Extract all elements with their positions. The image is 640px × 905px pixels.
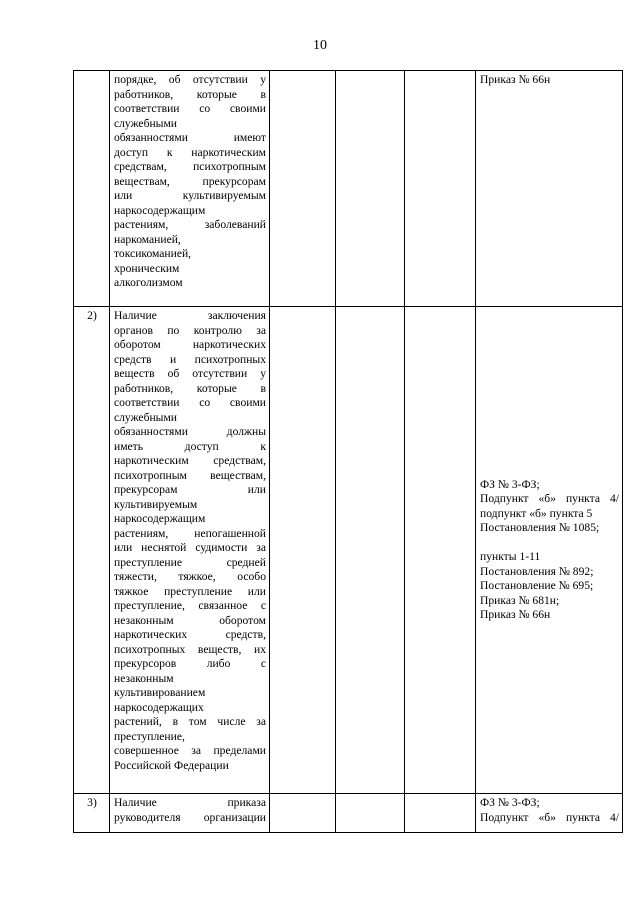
reference-line: ФЗ № 3-ФЗ; [480,477,540,491]
description-line: психотропным веществам, [114,468,266,482]
empty-cell [405,307,476,794]
description-line: незаконным оборотом [114,613,266,627]
description-line: тяжести, тяжкое, особо [114,570,266,583]
table-row [74,71,623,307]
description-line: психотропных веществ, их [114,642,266,656]
description-line: работников, которые в [114,87,266,101]
description-line: преступление, [114,729,185,743]
requirement-description [110,794,270,833]
description-line: порядке, об отсутствии у [114,73,266,86]
row-number [74,71,110,307]
empty-cell [270,71,336,307]
reference-line: ФЗ № 3-ФЗ; [480,796,540,809]
description-line: соответствии со своими [114,102,266,115]
table-body [74,71,623,833]
row-number: 3) [74,794,110,833]
description-line: средствам, психотропным [114,160,266,173]
description-line: прекурсоров либо с [114,657,266,670]
description-line: руководителя организации [114,810,266,824]
description-line: тяжкое преступление или [114,584,266,598]
description-line: соответствии со своими [114,396,266,409]
empty-cell [336,307,405,794]
legal-reference [476,71,623,307]
requirements-table [73,70,623,833]
description-line: культивированием [114,686,206,699]
description-line: растениям, непогашенной [114,526,266,540]
description-line: наркотическим средствам, [114,454,266,467]
description-line: служебными [114,410,178,424]
description-line: растений, в том числе за [114,715,266,728]
description-line: алкоголизмом [114,276,183,289]
description-line: совершенное за пределами [114,744,266,757]
legal-reference [476,794,623,833]
description-line: наркоманией, [114,232,181,246]
description-line: иметь доступ к [114,439,266,453]
description-line: наркосодержащим [114,512,206,525]
description-line: обязанностями имеют [114,131,266,144]
reference-line: Подпункт «б» пункта 4/ [480,810,619,824]
description-line: веществам, прекурсорам [114,174,266,188]
description-line: токсикоманией, [114,247,192,260]
empty-cell [270,307,336,794]
page-number: 10 [313,38,327,53]
description-line: работников, которые в [114,381,266,395]
description-line: культивируемым [114,497,198,511]
table-row [74,307,623,794]
description-line: или неснятой судимости за [114,541,266,554]
reference-line: Приказ № 681н; [480,593,560,607]
empty-cell [336,71,405,307]
description-line: Наличие заключения [114,309,266,322]
description-line: служебными [114,116,178,130]
description-line: преступление средней [114,555,266,569]
table-row [74,794,623,833]
empty-cell [405,71,476,307]
legal-reference [476,307,623,794]
requirement-description [110,71,270,307]
requirement-description [110,307,270,794]
description-line: хроническим [114,261,180,275]
description-line: наркосодержащим [114,203,206,217]
reference-line: Приказ № 66н [480,73,551,86]
description-line: преступление, связанное с [114,599,266,612]
reference-gap [480,536,619,551]
reference-line: Постановления № 892; [480,564,594,578]
reference-line: Подпункт «б» пункта 4/ [480,492,619,505]
empty-cell [405,794,476,833]
row-number: 2) [74,307,110,794]
empty-cell [336,794,405,833]
description-line: или культивируемым [114,189,266,202]
reference-line: пункты 1-11 [480,550,541,563]
description-line: прекурсорам или [114,483,266,496]
description-line: веществ об отсутствии у [114,367,266,380]
reference-line: подпункт «б» пункта 5 [480,506,593,520]
reference-line: Постановление № 695; [480,579,594,592]
description-line: обязанностями должны [114,425,266,438]
description-line: Наличие приказа [114,796,266,809]
description-line: доступ к наркотическим [114,145,266,159]
description-line: оборотом наркотических [114,338,266,351]
description-line: органов по контролю за [114,323,266,337]
description-line: незаконным [114,671,174,685]
empty-cell [270,794,336,833]
reference-line: Приказ № 66н [480,608,551,621]
description-line: наркотических средств, [114,628,266,641]
description-line: растениям, заболеваний [114,218,266,231]
description-line: наркосодержащих [114,700,204,714]
description-line: средств и психотропных [114,352,266,366]
description-line: Российской Федерации [114,758,229,772]
reference-line: Постановления № 1085; [480,521,600,534]
